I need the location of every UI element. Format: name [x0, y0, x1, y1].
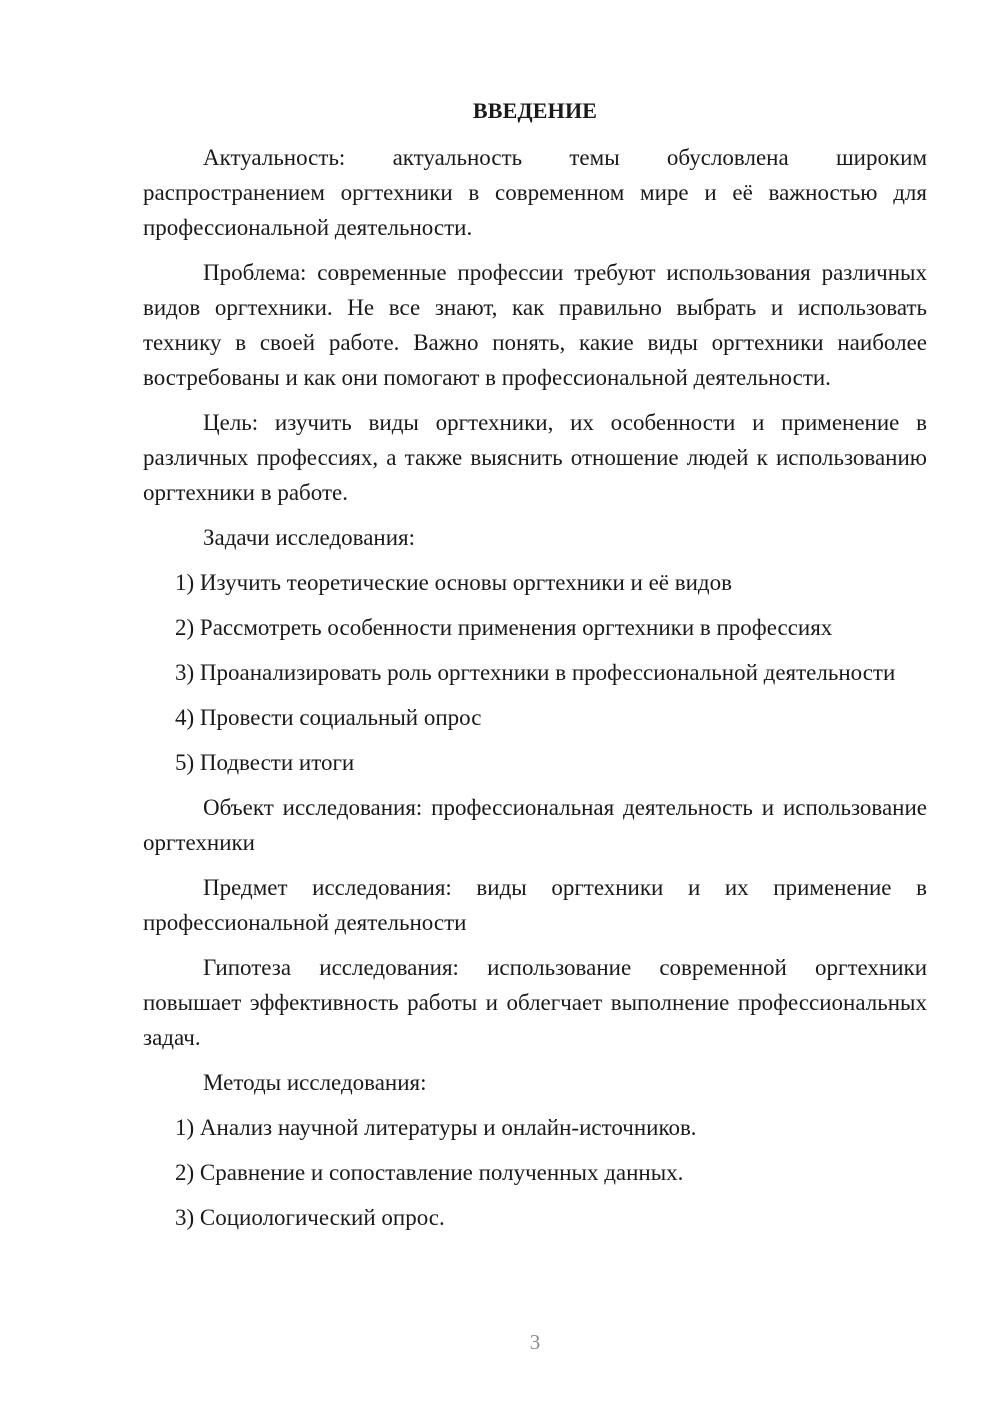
- subject-paragraph: Предмет исследования: виды оргтехники и их применение в профессиональной деятельности: [143, 875, 927, 935]
- task-item-3: 3) Проанализировать роль оргтехники в профессиональной деятельности: [175, 660, 896, 685]
- task-item-5: 5) Подвести итоги: [175, 750, 355, 775]
- section-title: ВВЕДЕНИЕ: [472, 98, 598, 123]
- method-item-3: 3) Социологический опрос.: [175, 1205, 445, 1230]
- task-item-2: 2) Рассмотреть особенности применения оргтехники в профессиях: [175, 615, 833, 640]
- method-item-1: 1) Анализ научной литературы и онлайн-источников.: [175, 1115, 697, 1140]
- problem-paragraph: Проблема: современные профессии требуют использования различных видов оргтехники. Не все знают, как правильно выбрать и использовать технику в своей работе. Важно понять, какие виды оргтехники наиболее востребованы и как они помогают в профессиональной деятельности.: [143, 260, 927, 390]
- page-number: 3: [529, 1330, 541, 1354]
- goal-paragraph: Цель: изучить виды оргтехники, их особенности и применение в различных профессиях, а также выяснить отношение людей к использованию оргтехники в работе.: [143, 410, 927, 505]
- relevance-paragraph: Актуальность: актуальность темы обусловлена широким распространением оргтехники в современном мире и её важностью для профессиональной деятельности.: [143, 145, 927, 240]
- method-item-2: 2) Сравнение и сопоставление полученных данных.: [175, 1160, 684, 1185]
- tasks-heading: Задачи исследования:: [203, 525, 416, 550]
- task-item-4: 4) Провести социальный опрос: [175, 705, 482, 730]
- page-content: [143, 94, 927, 1245]
- object-paragraph: Объект исследования: профессиональная деятельность и использование оргтехники: [143, 795, 927, 855]
- methods-heading: Методы исследования:: [203, 1070, 427, 1095]
- task-item-1: 1) Изучить теоретические основы оргтехники и её видов: [175, 570, 732, 595]
- hypothesis-paragraph: Гипотеза исследования: использование современной оргтехники повышает эффективность работы и облегчает выполнение профессиональных задач.: [143, 955, 927, 1050]
